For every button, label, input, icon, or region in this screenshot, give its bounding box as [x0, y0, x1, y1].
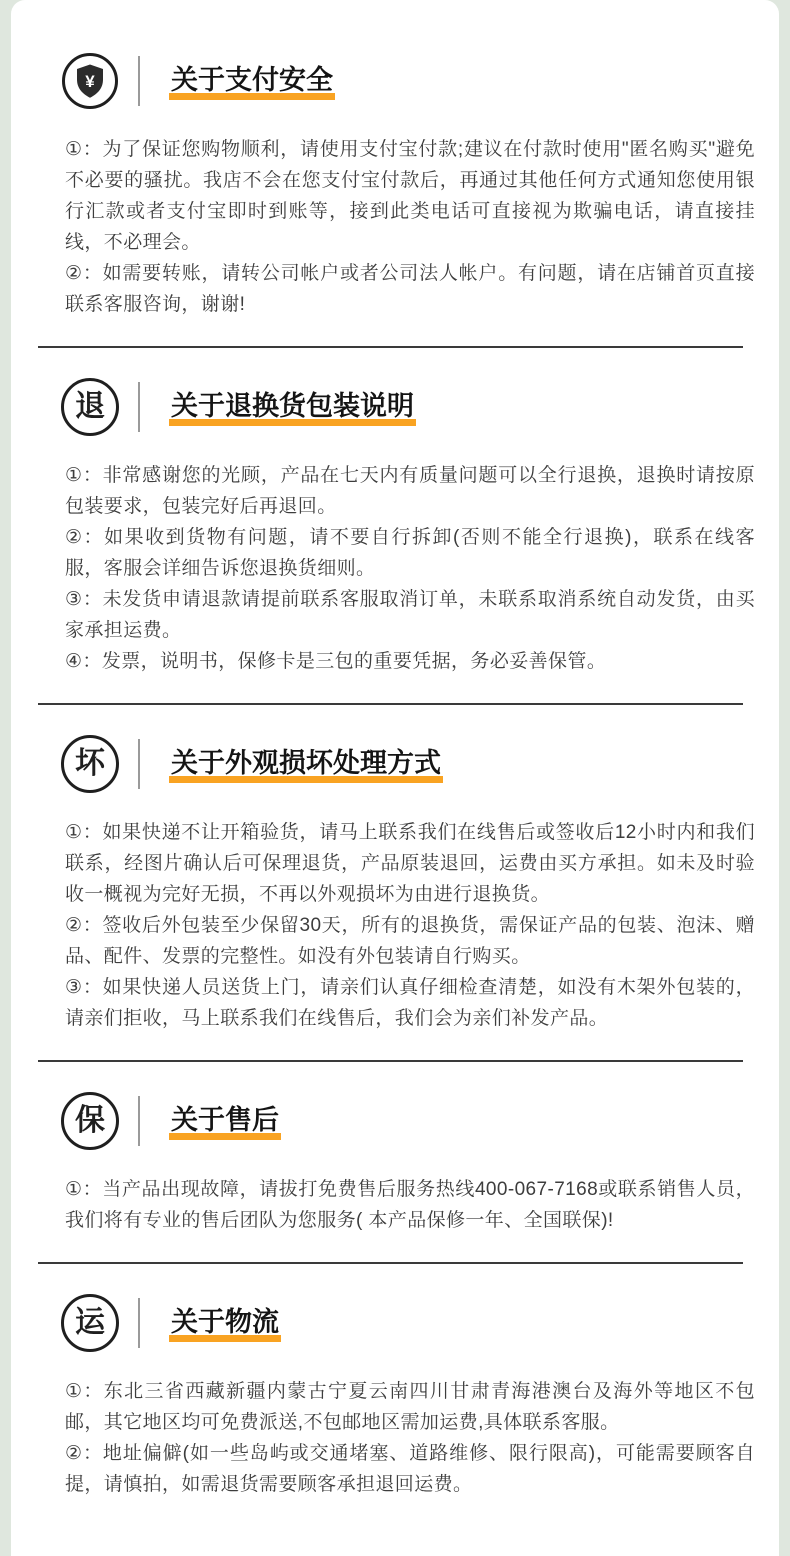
section-payment-safety [65, 0, 755, 346]
section-header [61, 1092, 755, 1150]
header-divider-line [138, 1298, 140, 1348]
header-divider-line [138, 739, 140, 789]
warranty-icon [61, 1092, 119, 1150]
section-body [65, 817, 755, 1034]
damage-icon-char: 坏 [75, 747, 105, 780]
shipping-icon-char: 运 [75, 1306, 105, 1339]
paragraph: ③：如果快递人员送货上门，请亲们认真仔细检查清楚，如没有木架外包装的，请亲们拒收，马上联系我们在线售后，我们会为亲们补发产品。 [65, 977, 755, 1029]
shield-yen-icon [61, 52, 119, 110]
header-divider-line [138, 56, 140, 106]
warranty-icon-char: 保 [75, 1104, 105, 1137]
header-divider-line [138, 1096, 140, 1146]
paragraph: ④：发票，说明书，保修卡是三包的重要凭据，务必妥善保管。 [65, 651, 607, 672]
paragraph: ②：如需要转账，请转公司帐户或者公司法人帐户。有问题，请在店铺首页直接联系客服咨询，谢谢! [65, 263, 755, 315]
section-return-packaging [65, 348, 755, 703]
section-after-sales [65, 1062, 755, 1262]
section-title: 关于支付安全 [169, 62, 335, 99]
section-header [61, 735, 755, 793]
section-header [61, 1294, 755, 1352]
shipping-icon [61, 1294, 119, 1352]
paragraph: ②：签收后外包装至少保留30天，所有的退换货，需保证产品的包装、泡沫、赠品、配件、发票的完整性。如没有外包装请自行购买。 [65, 915, 755, 967]
section-body [65, 460, 755, 677]
section-title: 关于外观损坏处理方式 [169, 745, 443, 782]
paragraph: ①：如果快递不让开箱验货，请马上联系我们在线售后或签收后12小时内和我们联系，经图片确认后可保理退货，产品原装退回，运费由买方承担。如未及时验收一概视为完好无损，不再以外观损坏为由进行退换货。 [65, 822, 755, 905]
paragraph: ②：如果收到货物有问题，请不要自行拆卸(否则不能全行退换)，联系在线客服，客服会详细告诉您退换货细则。 [65, 527, 755, 579]
section-body [65, 1174, 755, 1236]
section-title: 关于物流 [169, 1304, 281, 1341]
section-body [65, 1376, 755, 1500]
paragraph: ①：非常感谢您的光顾，产品在七天内有质量问题可以全行退换，退换时请按原包装要求，包装完好后再退回。 [65, 465, 755, 517]
paragraph: ③：未发货申请退款请提前联系客服取消订单，未联系取消系统自动发货，由买家承担运费。 [65, 589, 755, 641]
section-header [61, 52, 755, 110]
header-divider-line [138, 382, 140, 432]
section-logistics [65, 1264, 755, 1526]
section-title: 关于售后 [169, 1102, 281, 1139]
return-icon [61, 378, 119, 436]
paragraph: ①：当产品出现故障，请拔打免费售后服务热线400-067-7168或联系销售人员，我们将有专业的售后团队为您服务( 本产品保修一年、全国联保)! [65, 1179, 755, 1231]
return-icon-char: 退 [75, 390, 105, 423]
section-body [65, 134, 755, 320]
damage-icon [61, 735, 119, 793]
paragraph: ②：地址偏僻(如一些岛屿或交通堵塞、道路维修、限行限高)，可能需要顾客自提，请慎拍，如需退货需要顾客承担退回运费。 [65, 1443, 755, 1495]
section-title: 关于退换货包装说明 [169, 388, 416, 425]
notice-panel [11, 0, 779, 1556]
section-damage-handling [65, 705, 755, 1060]
paragraph: ①：东北三省西藏新疆内蒙古宁夏云南四川甘肃青海港澳台及海外等地区不包邮，其它地区均可免费派送,不包邮地区需加运费,具体联系客服。 [65, 1381, 755, 1433]
paragraph: ①：为了保证您购物顺利，请使用支付宝付款;建议在付款时使用"匿名购买"避免不必要的骚扰。我店不会在您支付宝付款后，再通过其他任何方式通知您使用银行汇款或者支付宝即时到账等，接到此类电话可直接视为欺骗电话，请直接挂线，不必理会。 [65, 139, 755, 253]
section-header [61, 378, 755, 436]
svg-text:¥: ¥ [85, 72, 95, 91]
